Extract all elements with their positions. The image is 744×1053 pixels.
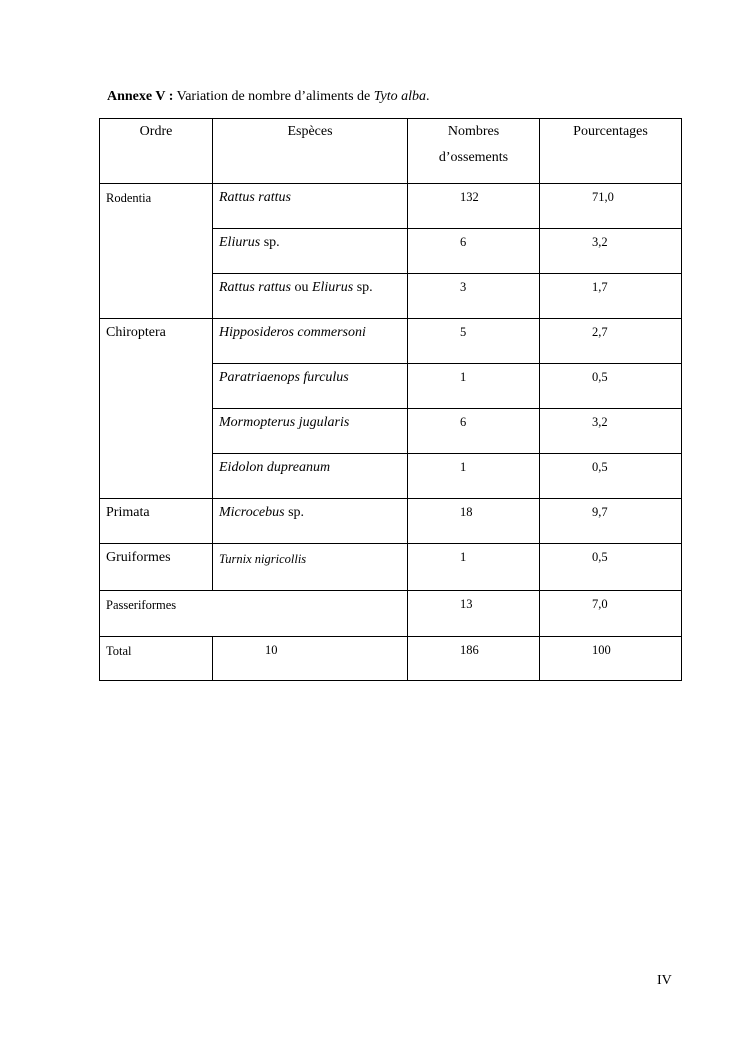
species-cell: Hipposideros commersoni <box>213 319 408 364</box>
table-row <box>100 544 682 591</box>
percent-cell: 71,0 <box>540 184 682 229</box>
species-cell: Mormopterus jugularis <box>213 409 408 454</box>
header-pourcentages: Pourcentages <box>540 119 682 184</box>
ordre-cell: Rodentia <box>100 184 213 319</box>
ordre-cell: Primata <box>100 499 213 544</box>
count-cell: 6 <box>408 229 540 274</box>
species-cell: Turnix nigricollis <box>213 544 408 591</box>
species-cell: Microcebus sp. <box>213 499 408 544</box>
species-cell: Paratriaenops furculus <box>213 364 408 409</box>
species-cell: Rattus rattus ou Eliurus sp. <box>213 274 408 319</box>
percent-cell: 1,7 <box>540 274 682 319</box>
species-cell: Rattus rattus <box>213 184 408 229</box>
percent-cell: 0,5 <box>540 454 682 499</box>
table-row <box>100 499 682 544</box>
diet-table <box>99 118 682 681</box>
caption-species: Tyto alba <box>373 89 426 104</box>
table-row <box>100 591 682 637</box>
percent-cell: 2,7 <box>540 319 682 364</box>
ordre-cell: Passeriformes <box>100 591 408 637</box>
percent-cell: 0,5 <box>540 544 682 591</box>
count-cell: 1 <box>408 544 540 591</box>
count-cell: 3 <box>408 274 540 319</box>
count-cell: 1 <box>408 364 540 409</box>
percent-cell: 3,2 <box>540 409 682 454</box>
page-number: IV <box>657 973 672 988</box>
caption-text: Variation de nombre d’aliments de <box>173 89 374 104</box>
table-row <box>100 319 682 364</box>
percent-cell: 7,0 <box>540 591 682 637</box>
header-ordre: Ordre <box>100 119 213 184</box>
percent-cell: 0,5 <box>540 364 682 409</box>
count-cell: 18 <box>408 499 540 544</box>
header-especes: Espèces <box>213 119 408 184</box>
header-nombres: Nombres d’ossements <box>408 119 540 184</box>
total-label: Total <box>100 637 213 681</box>
caption-label: Annexe V : <box>107 89 174 104</box>
count-cell: 1 <box>408 454 540 499</box>
ordre-cell: Gruiformes <box>100 544 213 591</box>
table-header-row <box>100 119 682 184</box>
count-cell: 132 <box>408 184 540 229</box>
total-percent: 100 <box>540 637 682 681</box>
count-cell: 6 <box>408 409 540 454</box>
species-cell: Eliurus sp. <box>213 229 408 274</box>
caption-end: . <box>426 89 430 104</box>
table-caption <box>107 89 430 105</box>
total-count: 186 <box>408 637 540 681</box>
percent-cell: 3,2 <box>540 229 682 274</box>
total-species-count: 10 <box>213 637 408 681</box>
count-cell: 5 <box>408 319 540 364</box>
count-cell: 13 <box>408 591 540 637</box>
total-row <box>100 637 682 681</box>
table-row <box>100 184 682 229</box>
species-cell: Eidolon dupreanum <box>213 454 408 499</box>
ordre-cell: Chiroptera <box>100 319 213 499</box>
percent-cell: 9,7 <box>540 499 682 544</box>
